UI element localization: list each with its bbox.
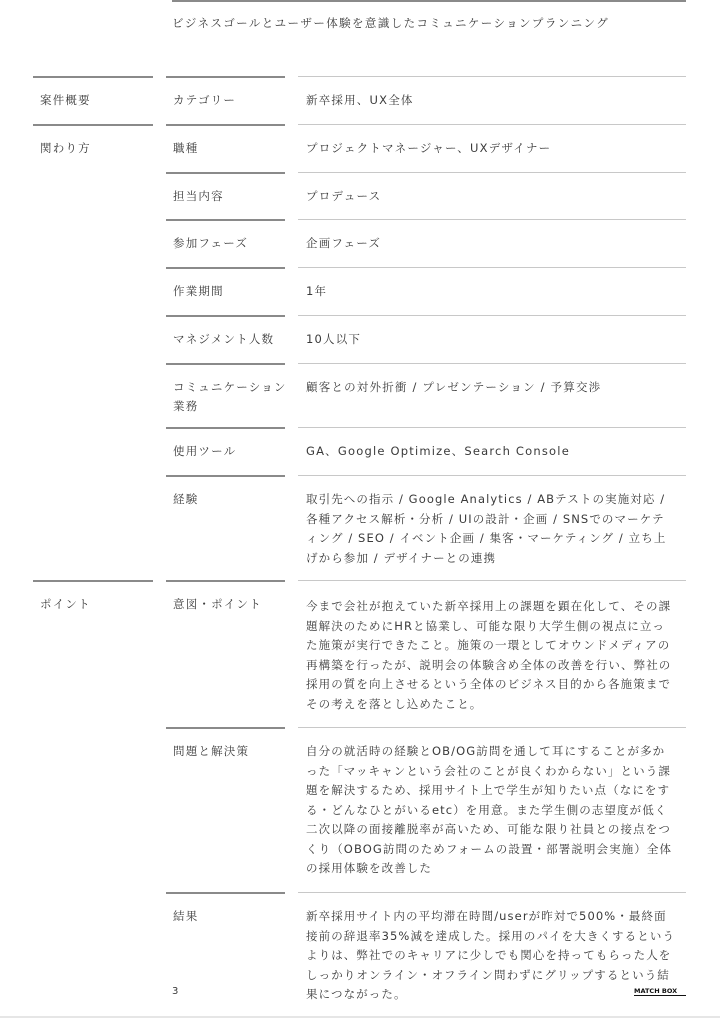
top-rule <box>172 0 686 2</box>
paragraph-line: 採用の質を向上させるという全体のビジネス目的から各施策まで <box>306 677 672 691</box>
label-communication: コミュニケーション <box>173 380 287 394</box>
label-rule <box>166 76 285 78</box>
label-rule <box>166 580 285 582</box>
label-period: 作業期間 <box>173 284 224 298</box>
page-subtitle: ビジネスゴールとユーザー体験を意識したコミュニケーションプランニング <box>172 16 610 30</box>
value-job: プロジェクトマネージャー、UXデザイナー <box>306 141 552 155</box>
label-category: カテゴリー <box>173 93 237 107</box>
paragraph-line: ィング / SEO / イベント企画 / 集客・マーケティング / 立ち上 <box>306 531 667 545</box>
paragraph-line: よりは、弊社でのキャリアに少しでも関心を持ってもらった人を <box>306 948 672 962</box>
label-problem: 問題と解決策 <box>173 744 250 758</box>
paragraph-line: た施策が実行できたこと。施策の一環としてオウンドメディアの <box>306 638 671 652</box>
value-result <box>306 907 678 1005</box>
value-intent <box>306 597 671 714</box>
paragraph-line: 果につながった。 <box>306 987 407 1001</box>
section-rule-points <box>33 580 153 582</box>
value-communication: 顧客との対外折衝 / プレゼンテーション / 予算交渉 <box>306 380 602 394</box>
value-rule <box>298 727 686 728</box>
section-label-involvement: 関わり方 <box>40 141 91 155</box>
label-rule <box>166 124 285 126</box>
paragraph-line: しっかりオンライン・オフライン問わずにグリップするという結 <box>306 967 670 982</box>
label-role: 担当内容 <box>173 189 224 203</box>
paragraph-line: げから参加 / デザイナーとの連携 <box>306 550 497 565</box>
label-job: 職種 <box>173 141 199 155</box>
value-rule <box>298 892 686 893</box>
label-phase: 参加フェーズ <box>173 236 249 250</box>
label-intent: 意図・ポイント <box>173 597 262 611</box>
value-role: プロデュース <box>306 189 382 203</box>
paragraph-line: った「マッキャンという会社のことが良くわからない」という課 <box>306 763 671 778</box>
section-rule-involvement <box>33 124 153 126</box>
section-label-overview: 案件概要 <box>40 93 91 107</box>
paragraph-line: 題を解決するため、採用サイト上で学生が知りたい点（なにをす <box>306 783 671 797</box>
value-rule <box>298 363 686 364</box>
paragraph-line: 自分の就活時の経験とOB/OG訪問を通して耳にすることが多か <box>306 744 666 758</box>
page-number: 3 <box>172 986 179 997</box>
logo-text: MATCH BOX <box>634 987 678 995</box>
label-rule <box>166 727 285 729</box>
value-rule <box>298 124 686 125</box>
matchbox-logo <box>634 985 686 997</box>
paragraph-line: る・どんなひとがいるetc）を用意。また学生側の志望度が低く <box>306 802 668 817</box>
value-management: 10人以下 <box>306 332 362 346</box>
paragraph-line: 取引先への指示 / Google Analytics / ABテストの実施対応 / <box>306 492 666 506</box>
value-rule <box>298 427 686 428</box>
value-rule <box>298 267 686 268</box>
paragraph-line: の採用体験を改善した <box>306 861 432 875</box>
value-rule <box>298 475 686 476</box>
value-phase: 企画フェーズ <box>306 236 382 250</box>
paragraph-line: 接前の辞退率35%減を達成した。採用のパイを大きくするという <box>306 928 676 943</box>
value-period: 1年 <box>306 284 328 298</box>
value-problem <box>306 742 672 879</box>
label-experience: 経験 <box>173 492 199 506</box>
paragraph-line: くり（OBOG訪問のためフォームの設置・部署説明会実施）全体 <box>306 841 673 856</box>
label-rule <box>166 267 285 269</box>
paragraph-line: 今まで会社が抱えていた新卒採用上の課題を顕在化して、その課 <box>306 599 672 613</box>
value-rule <box>298 315 686 316</box>
paragraph-line: 各種アクセス解析・分析 / UIの設計・企画 / SNSでのマーケテ <box>306 511 665 526</box>
label-rule <box>166 363 285 365</box>
section-label-points: ポイント <box>40 597 91 611</box>
bottom-rule <box>0 1016 720 1018</box>
paragraph-line: 二次以降の面接離脱率が高いため、可能な限り社員との接点をつ <box>306 822 671 836</box>
value-rule <box>298 580 686 581</box>
value-category: 新卒採用、UX全体 <box>306 93 414 107</box>
value-rule <box>298 76 686 77</box>
label-result: 結果 <box>173 909 199 923</box>
value-rule <box>298 172 686 173</box>
label-tools: 使用ツール <box>173 444 237 458</box>
label-rule <box>166 475 285 477</box>
label-management: マネジメント人数 <box>173 332 275 346</box>
value-experience <box>306 490 666 568</box>
section-rule-overview <box>33 76 153 78</box>
label-rule <box>166 219 285 221</box>
value-rule <box>298 219 686 220</box>
value-tools: GA、Google Optimize、Search Console <box>306 444 570 458</box>
paragraph-line: 再構築を行ったが、説明会の体験含め全体の改善を行い、弊社の <box>306 657 672 672</box>
paragraph-line: 題解決のためにHRと協業し、可能な限り大学生側の視点に立っ <box>306 618 666 633</box>
label-communication-2: 業務 <box>173 399 199 413</box>
label-rule <box>166 892 285 894</box>
label-rule <box>166 172 285 174</box>
label-rule <box>166 315 285 317</box>
paragraph-line: その考えを落とし込めたこと。 <box>306 696 483 711</box>
label-rule <box>166 427 285 429</box>
paragraph-line: 新卒採用サイト内の平均滞在時間/userが昨対で500%・最終面 <box>306 909 667 923</box>
